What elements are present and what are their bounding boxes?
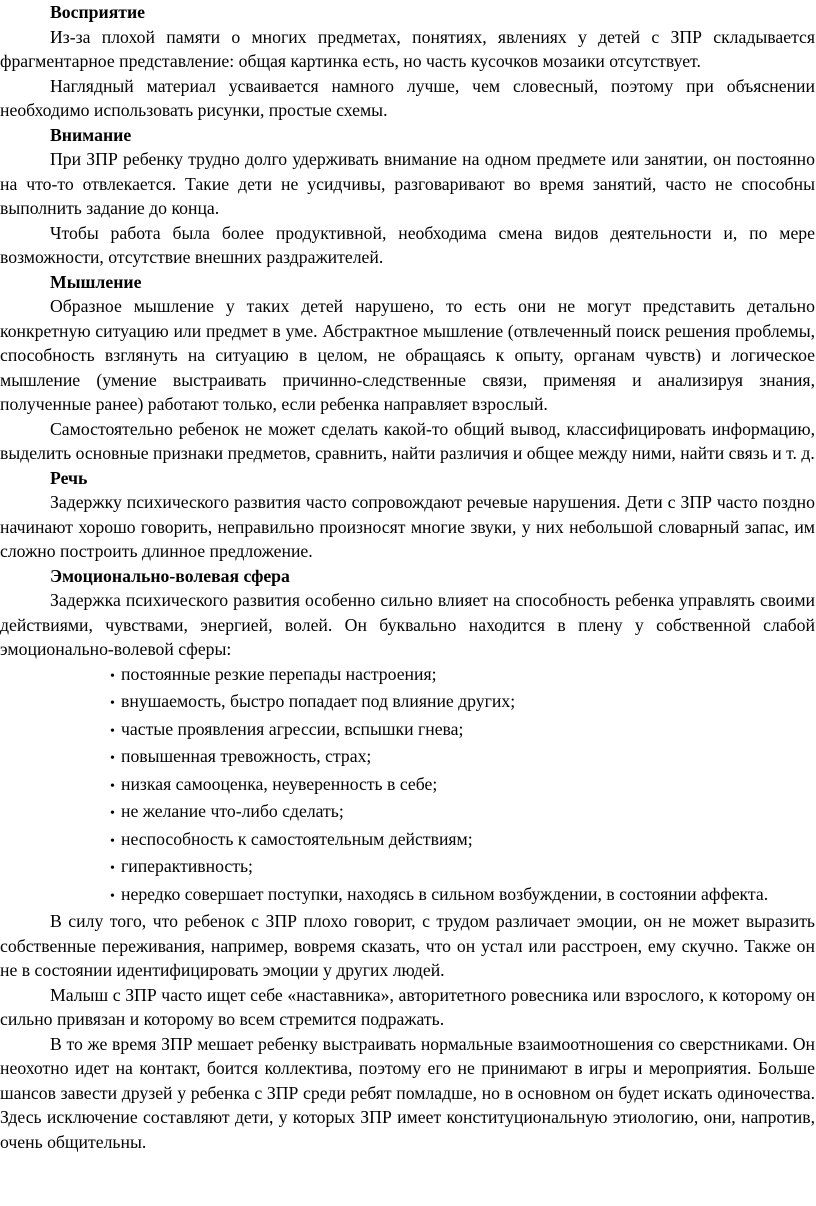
- heading-perception: Восприятие: [50, 2, 146, 22]
- list-item: • гиперактивность;: [0, 854, 815, 882]
- heading-attention: Внимание: [50, 124, 132, 145]
- paragraph: В силу того, что ребенок с ЗПР плохо говорит, с трудом различает эмоции, он не может выразить собственные переживания, например, вовремя сказать, что он устал или расстроен, ему скучно. Также он не в состоянии идентифицировать эмоции у других людей.: [0, 911, 815, 980]
- paragraph: Задержку психического развития часто сопровождают речевые нарушения. Дети с ЗПР часто поздно начинают хорошо говорить, неправильно произносят многие звуки, у них небольшой словарный запас, им сложно построить длинное предложение.: [0, 492, 815, 561]
- section-thinking: [0, 270, 815, 466]
- paragraph: При ЗПР ребенку трудно долго удерживать внимание на одном предмете или занятии, он постоянно на что-то отвлекается. Такие дети не усидчивы, разговаривают во время занятий, часто не способны выполнить задание до конца.: [0, 149, 815, 218]
- bullet-icon: •: [110, 696, 115, 711]
- bullet-icon: •: [110, 778, 115, 794]
- symptom-list: [0, 662, 815, 910]
- heading-speech: Речь: [50, 467, 88, 488]
- paragraph: Наглядный материал усваивается намного лучше, чем словесный, поэтому при объяснении необходимо использовать рисунки, простые схемы.: [0, 75, 815, 120]
- list-item: • не желание что-либо сделать;: [0, 799, 815, 827]
- bullet-icon: •: [110, 668, 115, 684]
- bullet-icon: •: [110, 723, 115, 739]
- paragraph: Образное мышление у таких детей нарушено, то есть они не могут представить детально конкретную ситуацию или предмет в уме. Абстрактное мышление (отвлеченный поиск решения проблемы, способность взглянуть на ситуацию в целом, не обращаясь к опыту, органам чувств) и логическое мышление (умение выстраивать причинно-следственные связи, применяя и анализируя знания, полученные ранее) работают только, если ребенка направляет взрослый.: [0, 296, 815, 414]
- paragraph: Задержка психического развития особенно сильно влияет на способность ребенка управлять своими действиями, чувствами, энергией, волей. Он буквально находится в плену у собственной слабой эмоционально-волевой сферы:: [0, 590, 815, 659]
- section-speech: [0, 466, 815, 564]
- paragraph: Из-за плохой памяти о многих предметах, понятиях, явлениях у детей с ЗПР складывается фрагментарное представление: общая картинка есть, но часть кусочков мозаики отсутствует.: [0, 26, 815, 71]
- paragraph: Малыш с ЗПР часто ищет себе «наставника», авторитетного ровесника или взрослого, к которому он сильно привязан и которому во всем стремится подражать.: [0, 984, 815, 1029]
- paragraph: В то же время ЗПР мешает ребенку выстраивать нормальные взаимоотношения со сверстниками. Он неохотно идет на контакт, боится коллектива, поэтому его не принимают в игры и мероприятия. Больше шансов завести друзей у ребенка с ЗПР среди ребят помладше, но в основном он будет искать одиночества. Здесь исключение составляют дети, у которых ЗПР имеет конституциональную этиологию, они, напротив, очень общительны.: [0, 1033, 815, 1152]
- list-item: • неспособность к самостоятельным действиям;: [0, 827, 815, 855]
- bullet-icon: •: [110, 806, 115, 821]
- heading-emotional: Эмоционально-волевая сфера: [50, 565, 290, 586]
- list-item: • частые проявления агрессии, вспышки гнева;: [0, 717, 815, 745]
- list-item: • нередко совершает поступки, находясь в сильном возбуждении, в состоянии аффекта.: [0, 882, 815, 910]
- heading-thinking: Мышление: [50, 271, 142, 292]
- bullet-icon: •: [110, 888, 115, 904]
- bullet-icon: •: [110, 833, 115, 849]
- paragraph: Самостоятельно ребенок не может сделать какой-то общий вывод, классифицировать информацию, выделить основные признаки предметов, сравнить, найти различия и общее между ними, найти связь и т. д.: [0, 418, 815, 463]
- list-item: • низкая самооценка, неуверенность в себе;: [0, 772, 815, 800]
- list-item: • постоянные резкие перепады настроения;: [0, 662, 815, 690]
- section-perception: [0, 0, 815, 123]
- list-item: • повышенная тревожность, страх;: [0, 744, 815, 772]
- section-attention: [0, 123, 815, 270]
- bullet-icon: •: [110, 861, 115, 876]
- bullet-icon: •: [110, 751, 115, 766]
- section-emotional: [0, 564, 815, 1155]
- paragraph: Чтобы работа была более продуктивной, необходима смена видов деятельности и, по мере возможности, отсутствие внешних раздражителей.: [0, 222, 815, 267]
- list-item: • внушаемость, быстро попадает под влияние других;: [0, 689, 815, 717]
